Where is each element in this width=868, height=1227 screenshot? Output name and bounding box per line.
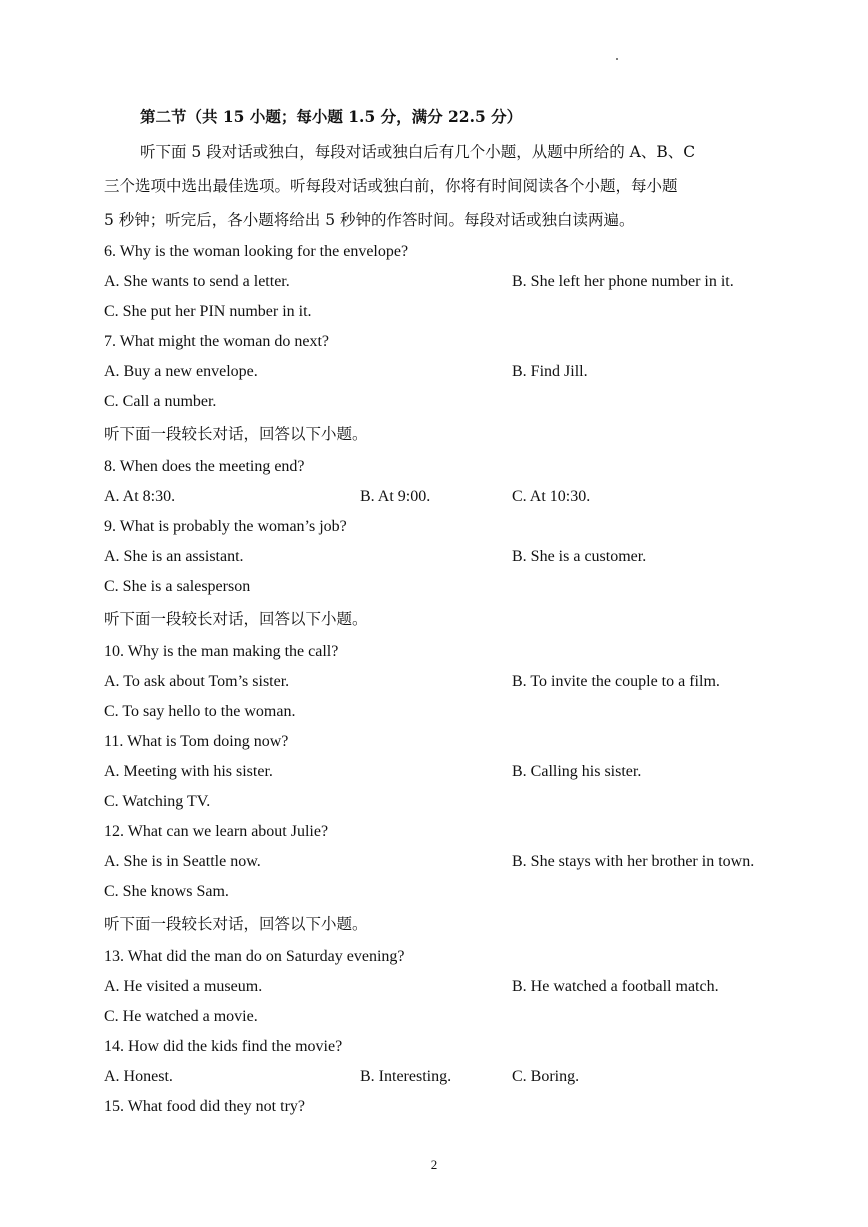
option-b: B. Interesting. [360, 1068, 452, 1085]
question-6-options [104, 272, 734, 292]
option-a: A. Buy a new envelope. [104, 363, 258, 380]
option-c: C. She knows Sam. [104, 883, 229, 900]
question-7-stem: 7. What might the woman do next? [104, 333, 329, 350]
option-c: C. Boring. [512, 1068, 580, 1085]
question-10-stem: 10. Why is the man making the call? [104, 643, 339, 660]
option-b: B. She stays with her brother in town. [512, 853, 755, 870]
option-a: A. Meeting with his sister. [104, 763, 273, 780]
question-11-stem: 11. What is Tom doing now? [104, 733, 289, 750]
option-a: A. At 8:30. [104, 488, 176, 505]
option-c: C. He watched a movie. [104, 1008, 258, 1025]
instruction-line-2: 三个选项中选出最佳选项。听每段对话或独白前，你将有时间阅读各个小题，每小题 [104, 177, 678, 195]
section-prompt-3: 听下面一段较长对话，回答以下小题。 [104, 915, 368, 933]
option-b: B. She left her phone number in it. [512, 273, 734, 290]
option-b: B. Find Jill. [512, 363, 588, 380]
question-14-stem: 14. How did the kids find the movie? [104, 1038, 343, 1055]
section-prompt-1: 听下面一段较长对话，回答以下小题。 [104, 425, 368, 443]
option-c: C. To say hello to the woman. [104, 703, 296, 720]
option-b: B. He watched a football match. [512, 978, 719, 995]
option-c: C. At 10:30. [512, 488, 591, 505]
option-b: B. At 9:00. [360, 488, 431, 505]
question-14-options [104, 1067, 580, 1087]
question-8-options [104, 487, 591, 507]
question-15-stem: 15. What food did they not try? [104, 1098, 305, 1115]
option-a: A. She wants to send a letter. [104, 273, 290, 290]
page-number: 2 [430, 1157, 438, 1172]
question-11-options [104, 762, 642, 782]
instruction-line-1: 听下面 5 段对话或独白，每段对话或独白后有几个小题，从题中所给的 A、B、C [140, 143, 696, 161]
option-b: B. Calling his sister. [512, 763, 642, 780]
question-6-stem: 6. Why is the woman looking for the envelope? [104, 243, 409, 260]
option-b: B. To invite the couple to a film. [512, 673, 720, 690]
section-heading: 第二节（共 15 小题；每小题 1.5 分，满分 22.5 分） [140, 107, 523, 126]
option-a: A. He visited a museum. [104, 978, 263, 995]
option-a: A. Honest. [104, 1068, 173, 1085]
option-a: A. To ask about Tom’s sister. [104, 673, 290, 690]
question-13-options [104, 977, 719, 997]
question-9-options [104, 547, 647, 567]
question-12-options [104, 852, 755, 872]
instruction-line-3: 5 秒钟；听完后，各小题将给出 5 秒钟的作答时间。每段对话或独白读两遍。 [104, 211, 635, 229]
question-7-options [104, 362, 588, 382]
option-a: A. She is an assistant. [104, 548, 244, 565]
question-10-options [104, 672, 720, 692]
question-9-stem: 9. What is probably the woman’s job? [104, 518, 347, 535]
question-13-stem: 13. What did the man do on Saturday evening? [104, 948, 405, 965]
question-12-stem: 12. What can we learn about Julie? [104, 823, 329, 840]
option-c: C. She is a salesperson [104, 578, 251, 595]
section-prompt-2: 听下面一段较长对话，回答以下小题。 [104, 610, 368, 628]
question-8-stem: 8. When does the meeting end? [104, 458, 305, 475]
option-c: C. She put her PIN number in it. [104, 303, 312, 320]
option-b: B. She is a customer. [512, 548, 647, 565]
option-a: A. She is in Seattle now. [104, 853, 261, 870]
option-c: C. Call a number. [104, 393, 217, 410]
option-c: C. Watching TV. [104, 793, 211, 810]
scan-dot [616, 58, 618, 60]
